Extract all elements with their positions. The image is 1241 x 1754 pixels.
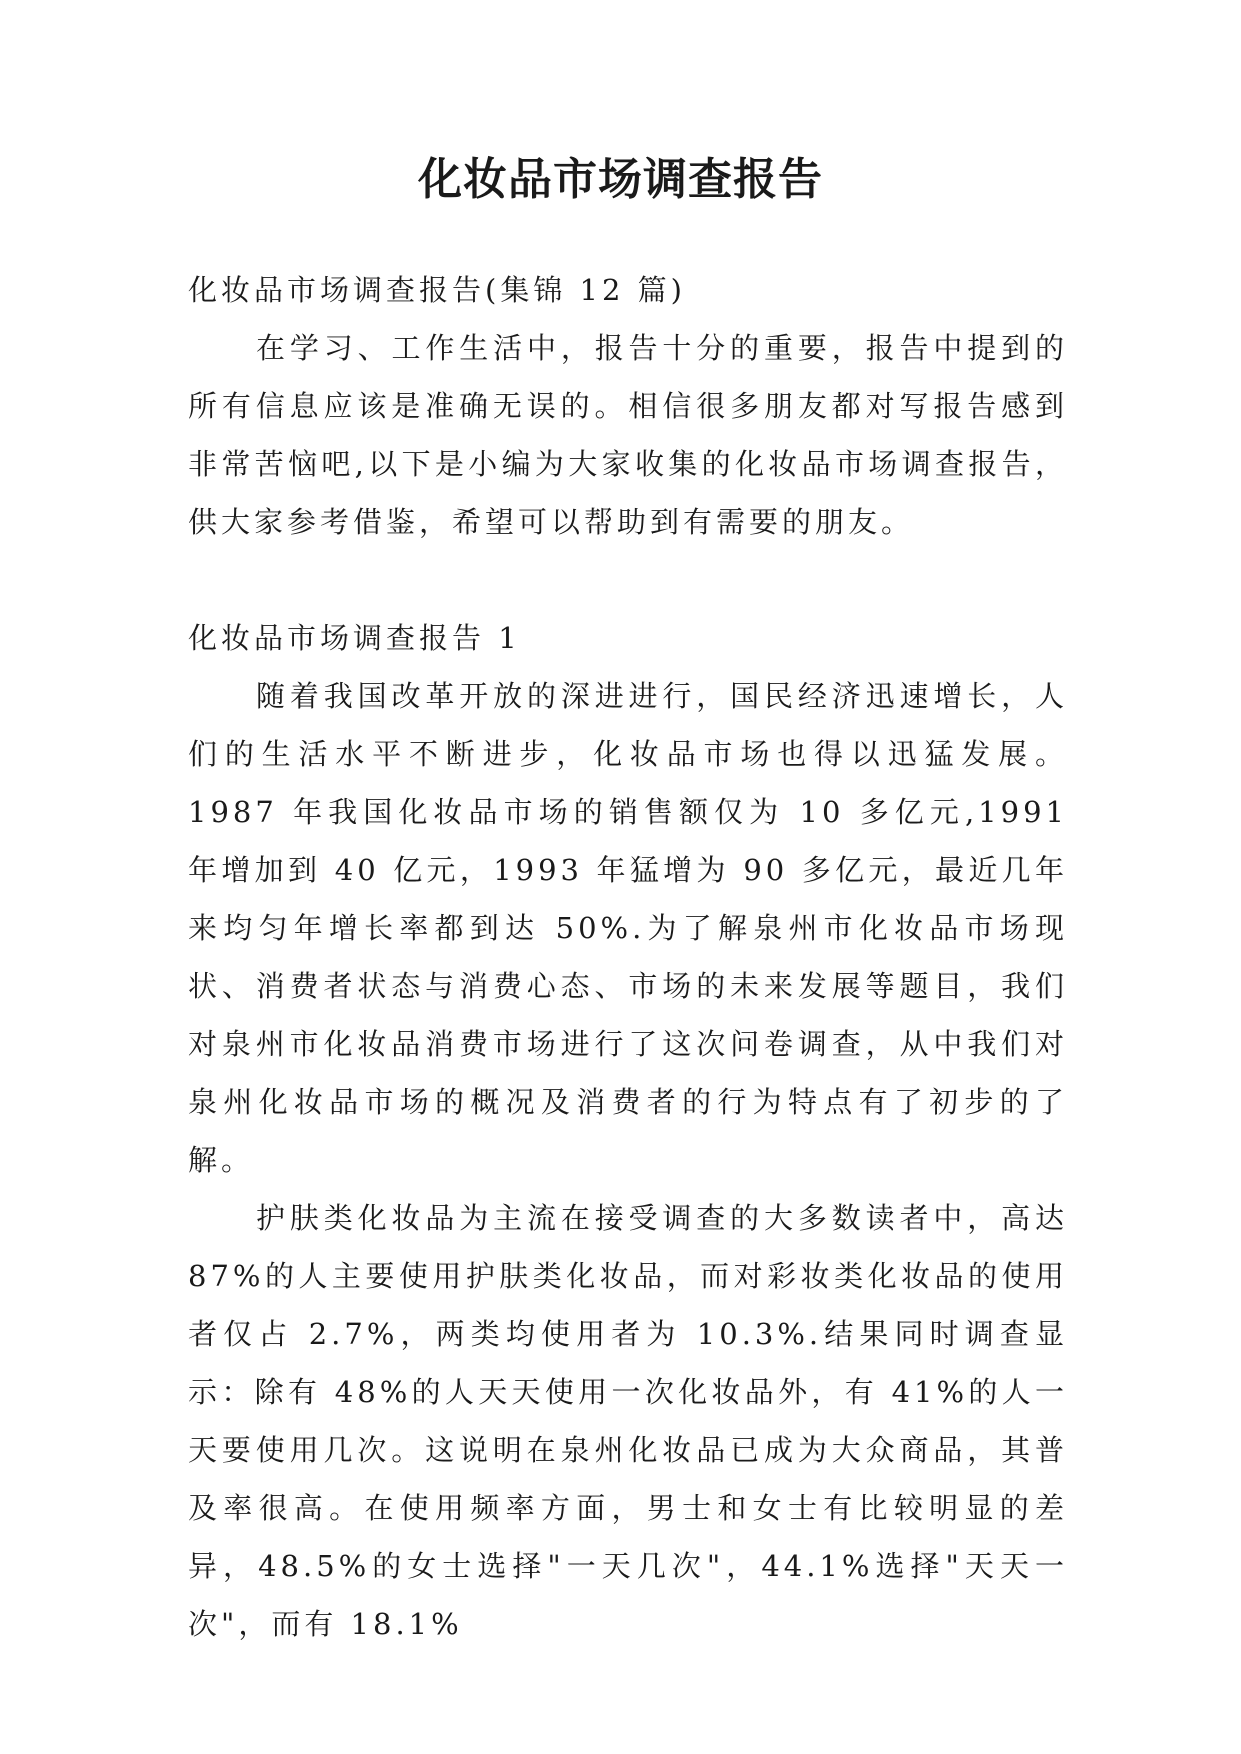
document-subtitle: 化妆品市场调查报告(集锦 12 篇) (188, 273, 686, 307)
intro-paragraph: 在学习、工作生活中，报告十分的重要，报告中提到的所有信息应该是准确无误的。相信很多朋友都对写报告感到非常苦恼吧,以下是小编为大家收集的化妆品市场调查报告，供大家参考借鉴，希望可以帮助到有需要的朋友。 (188, 331, 1068, 539)
paragraph-gap (188, 551, 1068, 609)
body-paragraph: 随着我国改革开放的深进进行，国民经济迅速增长，人们的生活水平不断进步，化妆品市场也得以迅猛发展。1987 年我国化妆品市场的销售额仅为 10 多亿元,1991 年增加到 40 亿元，1993 年猛增为 90 多亿元，最近几年来均匀年增长率都到达 50%.为了解泉州市化妆品市场现状、消费者状态与消费心态、市场的未来发展等题目，我们对泉州市化妆品消费市场进行了这次问卷调查，从中我们对泉州化妆品市场的概况及消费者的行为特点有了初步的了解。 (188, 679, 1068, 1177)
document-body (188, 261, 1068, 1653)
body-paragraph: 护肤类化妆品为主流在接受调查的大多数读者中，高达 87%的人主要使用护肤类化妆品，而对彩妆类化妆品的使用者仅占 2.7%，两类均使用者为 10.3%.结果同时调查显示：除有 48%的人天天使用一次化妆品外，有 41%的人一天要使用几次。这说明在泉州化妆品已成为大众商品，其普及率很高。在使用频率方面，男士和女士有比较明显的差异，48.5%的女士选择"一天几次"，44.1%选择"天天一次"，而有 18.1% (188, 1201, 1068, 1641)
section-heading: 化妆品市场调查报告 1 (188, 621, 521, 655)
document-title: 化妆品市场调查报告 (418, 154, 823, 205)
